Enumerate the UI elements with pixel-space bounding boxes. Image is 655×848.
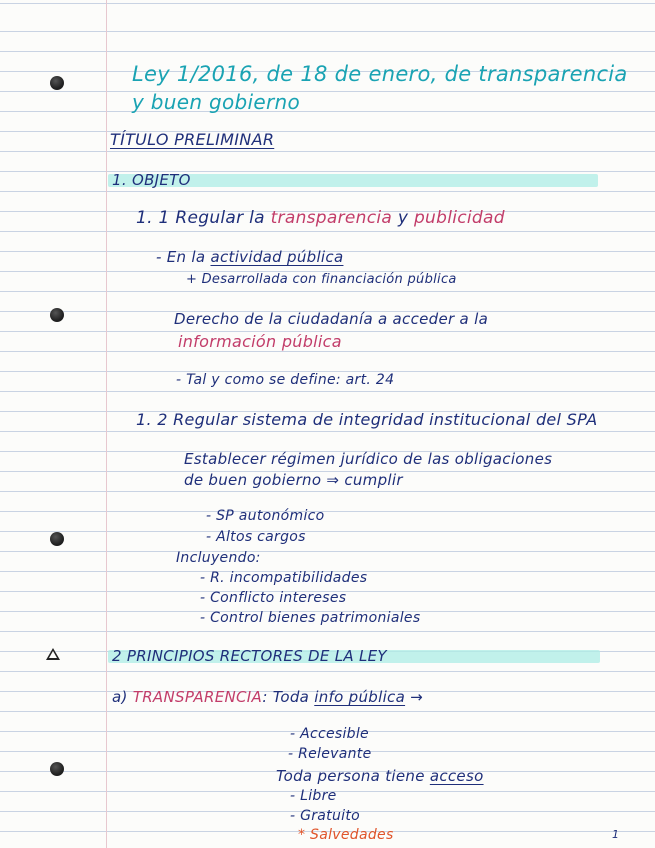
note-title-line1: Ley 1/2016, de 18 de enero, de transparencia (132, 62, 628, 86)
binder-hole (50, 308, 64, 322)
subsection-1-1-text: Regular la (175, 208, 265, 228)
item-altos-cargos: - Altos cargos (206, 529, 306, 545)
transparencia-term: transparencia (270, 208, 393, 228)
transparencia-label: TRANSPARENCIA (132, 688, 263, 706)
page-number: 1 (612, 828, 620, 841)
item-incompatibilidades: - R. incompatibilidades (200, 570, 368, 586)
item-incluyendo: Incluyendo: (176, 550, 261, 566)
subsection-1-2-number: 1. 2 (136, 410, 168, 429)
actividad-publica-term: actividad pública (210, 248, 344, 266)
binder-hole (50, 532, 64, 546)
item-acceso (276, 767, 484, 785)
acceso-prefix: Toda persona tiene (276, 767, 425, 785)
transparencia-text: : Toda (262, 688, 310, 706)
subsection-1-2-text: Regular sistema de integridad institucional del SPA (173, 410, 598, 429)
triangle-mark-icon (46, 648, 60, 660)
item-art-24: - Tal y como se define: art. 24 (176, 372, 395, 388)
info-publica-term: info pública (314, 688, 406, 706)
subsection-1-1 (136, 208, 505, 228)
section-1-heading: 1. OBJETO (112, 171, 191, 189)
subsection-1-2 (136, 410, 598, 429)
subsection-1-1-number: 1. 1 (136, 208, 170, 228)
connector-y: y (397, 208, 409, 228)
item-buen-gobierno: de buen gobierno ⇒ cumplir (184, 471, 403, 489)
acceso-term: acceso (429, 767, 484, 785)
item-financiacion: + Desarrollada con financiación pública (186, 272, 457, 287)
item-derecho: Derecho de la ciudadanía a acceder a la (174, 310, 489, 328)
note-title-line2: y buen gobierno (132, 90, 301, 114)
binder-hole (50, 76, 64, 90)
item-libre: - Libre (290, 788, 337, 804)
item-control-bienes: - Control bienes patrimoniales (200, 610, 421, 626)
item-establecer: Establecer régimen jurídico de las obligaciones (184, 450, 553, 468)
item-prefix: - En la (156, 248, 206, 266)
binder-hole (50, 762, 64, 776)
item-gratuito: - Gratuito (290, 808, 360, 824)
item-relevante: - Relevante (288, 746, 372, 762)
item-actividad-publica (156, 248, 343, 266)
arrow-icon: → (410, 688, 424, 706)
item-salvedades: * Salvedades (298, 827, 394, 843)
item-sp-autonomico: - SP autonómico (206, 508, 325, 524)
item-transparencia (112, 688, 423, 706)
item-accesible: - Accesible (290, 726, 369, 742)
item-informacion-publica: información pública (178, 332, 342, 351)
item-prefix: a) (112, 688, 128, 706)
section-2-heading: 2 PRINCIPIOS RECTORES DE LA LEY (112, 647, 387, 665)
margin-line (106, 0, 107, 848)
item-conflicto-intereses: - Conflicto intereses (200, 590, 347, 606)
titulo-preliminar-heading: TÍTULO PRELIMINAR (110, 130, 275, 149)
publicidad-term: publicidad (413, 208, 505, 228)
